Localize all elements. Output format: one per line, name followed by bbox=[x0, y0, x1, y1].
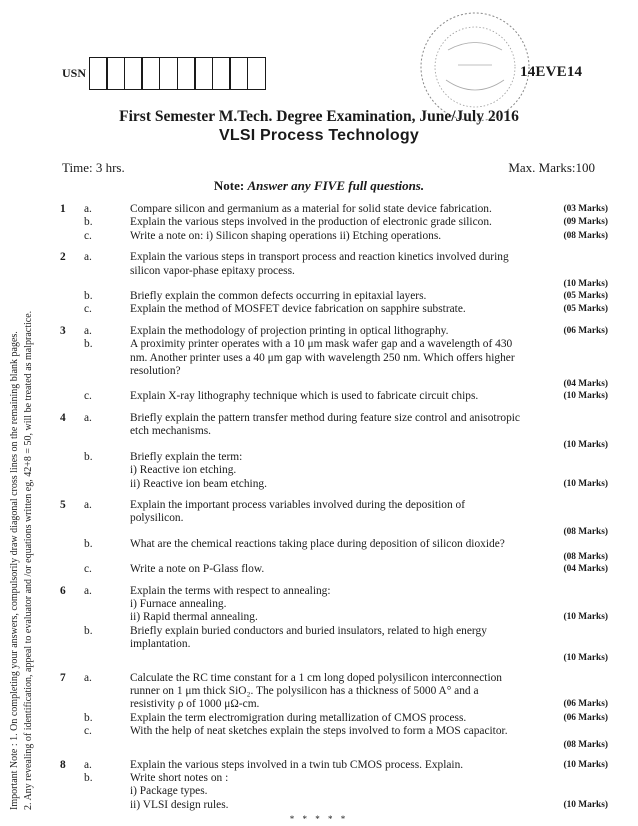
part-label: b. bbox=[84, 338, 93, 351]
part-text: Explain the various steps involved in the production of electronic grade silicon. bbox=[130, 216, 492, 229]
question-part bbox=[60, 585, 608, 625]
question-7 bbox=[60, 672, 608, 751]
part-label: a. bbox=[84, 203, 92, 215]
question-number: 2 bbox=[60, 251, 66, 264]
sub-item: i) Furnace annealing. bbox=[130, 597, 227, 610]
question-part bbox=[60, 290, 608, 303]
note-text: Answer any FIVE full questions. bbox=[247, 178, 425, 193]
part-text: Briefly explain buried conductors and buried insulators, related to high energy implantation. bbox=[130, 624, 487, 651]
question-1 bbox=[60, 203, 608, 243]
part-marks: (06 Marks) bbox=[563, 325, 608, 336]
question-part bbox=[60, 759, 608, 772]
sub-item: ii) Reactive ion beam etching. (10 Marks) bbox=[130, 477, 608, 490]
sub-item: i) Package types. bbox=[130, 785, 208, 798]
usn-digit-box bbox=[247, 57, 266, 90]
sub-item: ii) VLSI design rules. (10 Marks) bbox=[130, 798, 608, 811]
part-marks: (03 Marks) bbox=[563, 204, 608, 214]
part-label: b. bbox=[84, 624, 93, 637]
part-label: c. bbox=[84, 303, 92, 316]
question-part bbox=[60, 216, 608, 229]
part-text: Briefly explain the common defects occurring in epitaxial layers. bbox=[130, 290, 427, 303]
question-part bbox=[60, 563, 608, 576]
part-label: a. bbox=[84, 671, 92, 684]
part-text: Explain the method of MOSFET device fabrication on sapphire substrate. bbox=[130, 303, 466, 316]
sub-item: ii) Rapid thermal annealing. (10 Marks) bbox=[130, 611, 608, 624]
part-marks: (08 Marks) bbox=[563, 230, 608, 241]
part-text: Explain the terms with respect to annealing: bbox=[130, 584, 331, 597]
question-part bbox=[60, 338, 608, 390]
side-note-line-1: Important Note : 1. On completing your answers, compulsorily draw diagonal cross lines on the remaining blank pages. bbox=[9, 331, 20, 810]
question-number: 8 bbox=[60, 758, 66, 771]
part-text: Briefly explain the pattern transfer method during feature size control and anisotropic etch mechanisms. bbox=[130, 411, 520, 438]
question-number: 3 bbox=[60, 324, 66, 337]
part-label: c. bbox=[84, 229, 92, 242]
question-number: 4 bbox=[60, 411, 66, 424]
part-marks: (06 Marks) bbox=[563, 699, 608, 710]
usn-digit-box bbox=[212, 57, 231, 90]
part-text: Write short notes on : bbox=[130, 772, 229, 784]
side-note-line-2: 2. Any revealing of identification, appeal to evaluator and /or equations written eg, 42+8 = 50, will be treated as malpractice. bbox=[23, 310, 34, 810]
part-label: c. bbox=[84, 390, 92, 403]
part-text: Briefly explain the term: bbox=[130, 450, 243, 463]
usn-digit-box bbox=[229, 57, 248, 90]
part-marks: (08 Marks) bbox=[563, 526, 608, 537]
usn-digit-box bbox=[124, 57, 143, 90]
question-part bbox=[60, 672, 608, 712]
part-text: Explain X-ray lithography technique which is used to fabricate circuit chips. bbox=[130, 390, 479, 403]
part-text: Explain the various steps involved in a twin tub CMOS process. Explain. bbox=[130, 758, 464, 771]
instruction-note bbox=[0, 178, 638, 194]
question-part bbox=[60, 725, 608, 750]
part-text: Explain the term electromigration during metallization of CMOS process. bbox=[130, 711, 467, 724]
part-marks: (10 Marks) bbox=[563, 439, 608, 450]
part-label: c. bbox=[84, 725, 92, 738]
part-marks: (10 Marks) bbox=[563, 799, 608, 810]
question-number: 6 bbox=[60, 584, 66, 597]
part-marks: (05 Marks) bbox=[563, 304, 608, 315]
usn-digit-box bbox=[106, 57, 125, 90]
subject-title: VLSI Process Technology bbox=[219, 127, 419, 144]
part-text: Write a note on: i) Silicon shaping operations ii) Etching operations. bbox=[130, 229, 442, 242]
part-label: b. bbox=[84, 537, 93, 550]
part-marks: (08 Marks) bbox=[563, 739, 608, 750]
usn-digit-box bbox=[89, 57, 108, 90]
usn-digit-box bbox=[194, 57, 213, 90]
part-text: Write a note on P-Glass flow. bbox=[130, 563, 265, 576]
question-part bbox=[60, 451, 608, 491]
part-label: a. bbox=[84, 584, 92, 597]
question-part bbox=[60, 538, 608, 563]
part-label: b. bbox=[84, 450, 93, 463]
question-4 bbox=[60, 412, 608, 491]
question-part bbox=[60, 203, 608, 216]
part-text: Explain the important process variables involved during the deposition of polysilicon. bbox=[130, 498, 466, 525]
part-marks: (06 Marks) bbox=[563, 712, 608, 723]
question-part bbox=[60, 412, 608, 451]
end-of-paper-stars: * * * * * bbox=[289, 814, 349, 824]
part-text: Explain the methodology of projection printing in optical lithography. bbox=[130, 324, 449, 337]
usn-boxes bbox=[90, 57, 266, 90]
question-part bbox=[60, 772, 608, 812]
question-part bbox=[60, 390, 608, 403]
exam-duration: Time: 3 hrs. bbox=[62, 160, 125, 175]
usn-digit-box bbox=[141, 57, 160, 90]
part-marks: (04 Marks) bbox=[563, 564, 608, 575]
part-marks: (05 Marks) bbox=[563, 291, 608, 302]
exam-title: First Semester M.Tech. Degree Examination, June/July 2016 bbox=[119, 108, 519, 125]
question-number: 7 bbox=[60, 671, 66, 684]
question-part bbox=[60, 325, 608, 338]
question-part bbox=[60, 251, 608, 290]
question-6 bbox=[60, 585, 608, 664]
usn-digit-box bbox=[159, 57, 178, 90]
part-marks: (10 Marks) bbox=[563, 652, 608, 663]
part-marks: (10 Marks) bbox=[563, 759, 608, 770]
question-5 bbox=[60, 499, 608, 577]
part-label: a. bbox=[84, 498, 92, 511]
question-number: 1 bbox=[60, 203, 66, 215]
part-label: b. bbox=[84, 772, 93, 784]
side-important-note bbox=[8, 210, 48, 810]
part-label: a. bbox=[84, 324, 92, 337]
question-part bbox=[60, 712, 608, 725]
part-marks: (10 Marks) bbox=[563, 478, 608, 489]
part-marks: (10 Marks) bbox=[563, 391, 608, 402]
usn-digit-box bbox=[177, 57, 196, 90]
part-label: a. bbox=[84, 758, 92, 771]
paper-code: 14EVE14 bbox=[520, 64, 583, 80]
part-marks: (04 Marks) bbox=[563, 379, 608, 390]
question-list bbox=[60, 203, 608, 820]
question-part bbox=[60, 303, 608, 316]
part-marks: (09 Marks) bbox=[563, 217, 608, 228]
part-label: b. bbox=[84, 216, 93, 229]
question-part bbox=[60, 230, 608, 243]
part-label: a. bbox=[84, 411, 92, 424]
sub-item: i) Reactive ion etching. bbox=[130, 464, 237, 477]
part-text: With the help of neat sketches explain the steps involved to form a MOS capacitor. bbox=[130, 725, 508, 738]
question-2 bbox=[60, 251, 608, 317]
question-3 bbox=[60, 325, 608, 404]
part-text: What are the chemical reactions taking place during deposition of silicon dioxide? bbox=[130, 537, 505, 550]
note-label: Note: bbox=[213, 178, 245, 193]
part-text: Calculate the RC time constant for a 1 cm long doped polysilicon interconnection runner on 1 μm thick SiO₂. The polysilicon has a thickness of 5000 A° and a resistivity ρ of 1000 μΩ-cm. bbox=[130, 671, 503, 711]
part-marks: (08 Marks) bbox=[563, 552, 608, 563]
max-marks: Max. Marks:100 bbox=[508, 160, 595, 175]
part-text: A proximity printer operates with a 10 μm mask wafer gap and a wavelength of 430 nm. Another printer uses a 40 μm gap with wavelength 250 nm. Which offers higher resolution? bbox=[130, 338, 515, 378]
part-label: b. bbox=[84, 711, 93, 724]
question-8 bbox=[60, 759, 608, 813]
question-part bbox=[60, 625, 608, 664]
part-text: Explain the various steps in transport process and reaction kinetics involved during silicon vapor-phase epitaxy process. bbox=[130, 251, 509, 277]
part-marks: (10 Marks) bbox=[563, 279, 608, 290]
question-number: 5 bbox=[60, 498, 66, 511]
part-label: a. bbox=[84, 251, 92, 264]
part-label: b. bbox=[84, 290, 93, 303]
question-part bbox=[60, 499, 608, 538]
usn-label: USN bbox=[62, 66, 87, 80]
part-text: Compare silicon and germanium as a material for solid state device fabrication. bbox=[130, 203, 492, 215]
part-label: c. bbox=[84, 563, 92, 576]
part-marks: (10 Marks) bbox=[563, 612, 608, 623]
